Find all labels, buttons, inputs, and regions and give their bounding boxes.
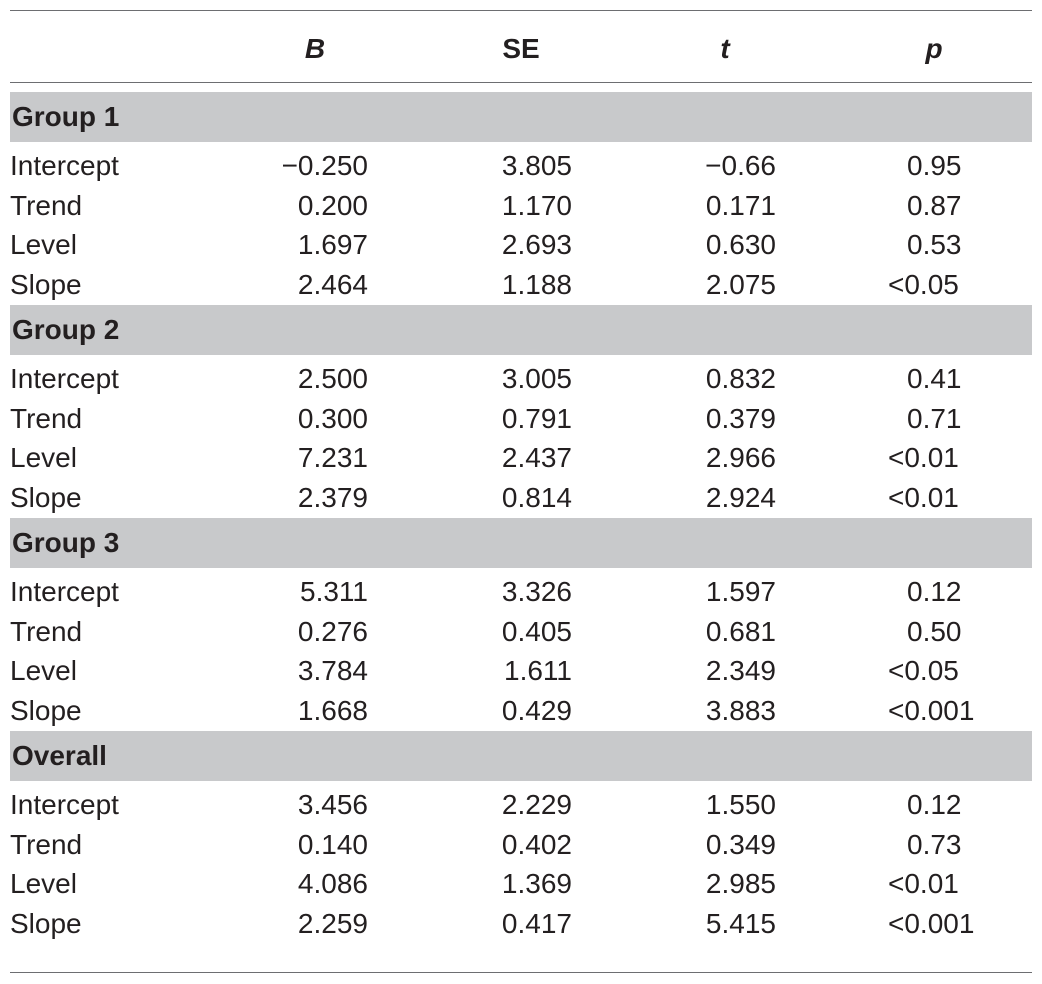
cell-t: −0.66 (705, 150, 776, 181)
cell-b: 0.200 (297, 189, 368, 221)
table-row (10, 360, 1032, 400)
row-label: Slope (10, 907, 82, 939)
group-header (10, 305, 1032, 355)
cell-b: 2.464 (297, 268, 368, 300)
table-row (10, 266, 1032, 306)
cell-t: 0.171 (705, 189, 776, 221)
table-row (10, 479, 1032, 519)
cell-t: 2.924 (705, 481, 776, 513)
table-row (10, 573, 1032, 613)
cell-b: 2.500 (297, 363, 368, 394)
cell-se: 3.326 (501, 576, 572, 607)
cell-b: −0.250 (281, 150, 368, 181)
row-label: Intercept (10, 576, 119, 607)
header-p: p (925, 33, 943, 64)
cell-b: 1.668 (297, 694, 368, 726)
group-title: Group 1 (12, 101, 120, 132)
cell-se: 1.188 (501, 268, 572, 300)
cell-b: 0.276 (297, 615, 368, 647)
table-row (10, 400, 1032, 440)
cell-t: 0.832 (705, 363, 776, 394)
row-label: Level (10, 655, 77, 686)
group-title: Group 2 (12, 314, 120, 345)
header-se: SE (502, 33, 540, 64)
cell-se: 2.437 (501, 442, 572, 473)
header-t: t (720, 33, 730, 64)
header-b: B (304, 33, 326, 64)
table-row (10, 786, 1032, 826)
table-row (10, 613, 1032, 653)
table-row (10, 692, 1032, 732)
cell-se: 0.429 (501, 694, 572, 726)
group-title: Overall (12, 740, 107, 771)
group-header (10, 92, 1032, 142)
cell-se: 1.369 (501, 868, 572, 899)
cell-p: 0.95 (907, 150, 962, 181)
cell-p: <0.01 (888, 868, 959, 899)
row-label: Level (10, 442, 77, 473)
cell-p: 0.12 (907, 576, 962, 607)
cell-t: 0.379 (705, 402, 776, 434)
table-row (10, 652, 1032, 692)
row-label: Slope (10, 268, 82, 300)
cell-p: 0.71 (907, 402, 962, 434)
group-header (10, 518, 1032, 568)
cell-t: 3.883 (705, 694, 776, 726)
cell-t: 5.415 (705, 907, 776, 939)
row-label: Intercept (10, 363, 119, 394)
row-label: Level (10, 868, 77, 899)
cell-p: <0.05 (888, 655, 959, 686)
row-label: Trend (10, 828, 83, 860)
cell-t: 2.075 (705, 268, 776, 300)
cell-p: 0.73 (907, 828, 962, 860)
row-label: Slope (10, 694, 82, 726)
row-label: Slope (10, 481, 82, 513)
table-row (10, 826, 1032, 866)
cell-p: <0.001 (888, 694, 975, 726)
cell-se: 0.405 (501, 615, 572, 647)
cell-se: 0.402 (501, 828, 572, 860)
cell-p: <0.01 (888, 481, 959, 513)
table-row (10, 439, 1032, 479)
cell-t: 1.550 (705, 789, 776, 820)
cell-b: 4.086 (297, 868, 368, 899)
table-row (10, 226, 1032, 266)
cell-se: 0.814 (501, 481, 572, 513)
cell-p: 0.50 (907, 615, 962, 647)
cell-p: 0.87 (907, 189, 962, 221)
cell-b: 3.456 (297, 789, 368, 820)
cell-b: 0.140 (297, 828, 368, 860)
cell-b: 7.231 (297, 442, 368, 473)
cell-p: 0.53 (907, 229, 962, 260)
cell-b: 0.300 (297, 402, 368, 434)
row-label: Level (10, 229, 77, 260)
cell-se: 1.611 (504, 655, 572, 686)
table-row (10, 187, 1032, 227)
cell-t: 0.681 (705, 615, 776, 647)
cell-se: 3.805 (501, 150, 572, 181)
cell-se: 2.693 (501, 229, 572, 260)
table-row (10, 147, 1032, 187)
cell-t: 2.349 (705, 655, 776, 686)
cell-se: 1.170 (501, 189, 572, 221)
row-label: Trend (10, 189, 83, 221)
cell-p: <0.01 (888, 442, 959, 473)
table-row (10, 865, 1032, 905)
row-label: Trend (10, 615, 83, 647)
cell-b: 3.784 (297, 655, 368, 686)
cell-t: 1.597 (705, 576, 776, 607)
header-rule (10, 82, 1032, 83)
cell-se: 2.229 (501, 789, 572, 820)
cell-t: 2.966 (705, 442, 776, 473)
row-label: Intercept (10, 150, 119, 181)
cell-se: 3.005 (501, 363, 572, 394)
cell-b: 2.259 (297, 907, 368, 939)
cell-b: 5.311 (300, 576, 368, 607)
cell-b: 1.697 (297, 229, 368, 260)
cell-t: 0.630 (705, 229, 776, 260)
cell-se: 0.791 (501, 402, 572, 434)
cell-b: 2.379 (297, 481, 368, 513)
cell-p: 0.41 (907, 363, 962, 394)
row-label: Trend (10, 402, 83, 434)
group-title: Group 3 (12, 527, 120, 558)
bottom-rule (10, 972, 1032, 973)
group-header (10, 731, 1032, 781)
table-row (10, 905, 1032, 945)
cell-p: 0.12 (907, 789, 962, 820)
cell-se: 0.417 (501, 907, 572, 939)
cell-t: 2.985 (705, 868, 776, 899)
cell-p: <0.001 (888, 907, 975, 939)
cell-t: 0.349 (705, 828, 776, 860)
cell-p: <0.05 (888, 268, 959, 300)
table-header (10, 10, 1032, 82)
table-body (10, 92, 1032, 944)
row-label: Intercept (10, 789, 119, 820)
